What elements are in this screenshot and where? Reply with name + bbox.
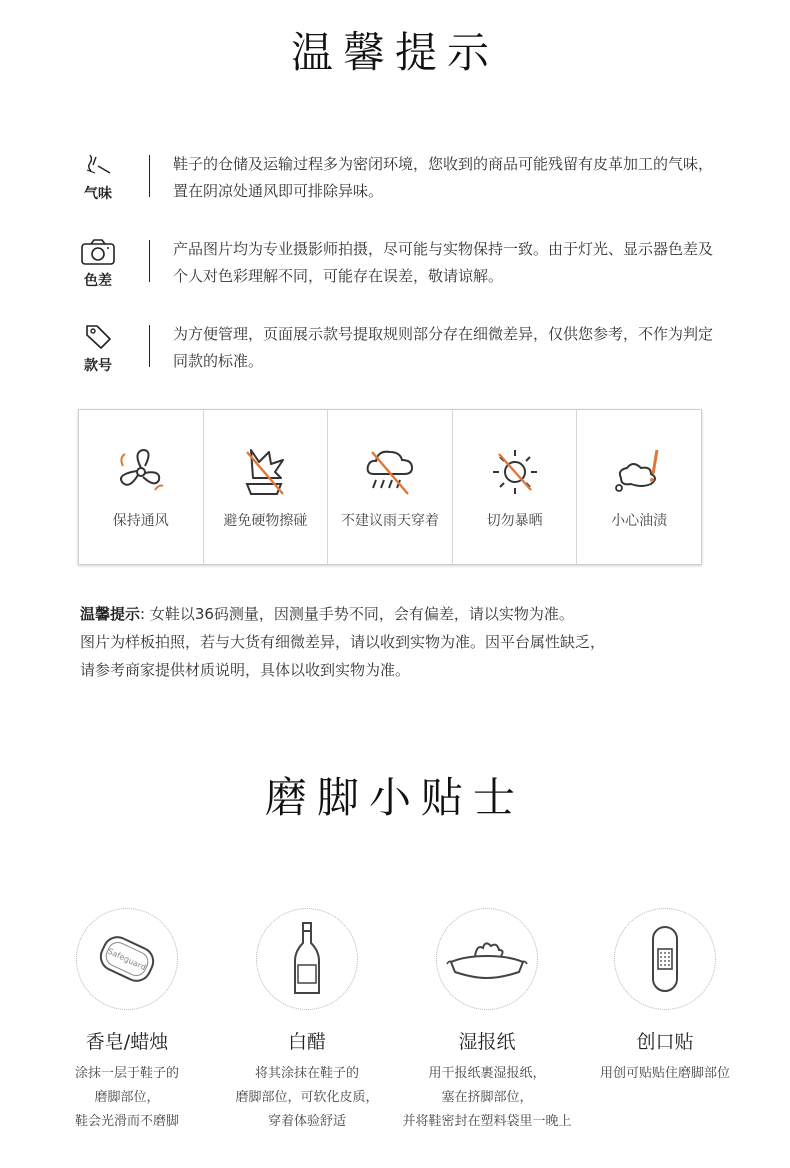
notice-odor xyxy=(78,153,718,223)
care-label: 保持通风 xyxy=(112,513,169,529)
divider xyxy=(149,240,150,282)
item-bandage xyxy=(575,908,755,1086)
care-cell-oil xyxy=(577,410,701,564)
care-cell-sun xyxy=(453,410,578,564)
item-circle xyxy=(76,908,178,1010)
care-cell-hard-object xyxy=(204,410,329,564)
care-label: 切勿暴晒 xyxy=(486,513,543,529)
notice-color xyxy=(78,238,718,308)
item-circle xyxy=(436,908,538,1010)
bandage-icon xyxy=(650,925,680,993)
item-circle xyxy=(256,908,358,1010)
odor-icon: 气味 xyxy=(78,153,118,203)
item-paper xyxy=(397,908,577,1134)
tip-line-2: 图片为样板拍照，若与大货有细微差异，请以收到实物为准。因平台属性缺乏， xyxy=(80,633,606,651)
notice-odor-text: 鞋子的仓储及运输过程多为密闭环境，您收到的商品可能残留有皮革加工的气味，置在阴凉处通风即可排除异味。 xyxy=(173,155,714,200)
item-desc: 将其涂抹在鞋子的 磨脚部位，可软化皮质， 穿着体验舒适 xyxy=(235,1066,379,1129)
care-cell-rain xyxy=(328,410,453,564)
stain-icon xyxy=(611,444,667,500)
notice-style-text: 为方便管理，页面展示款号提取规则部分存在细微差异，仅供您参考，不作为判定同款的标准。 xyxy=(173,325,714,370)
item-name: 香皂/蜡烛 xyxy=(85,1031,169,1053)
item-vinegar xyxy=(217,908,397,1134)
soap-brand-text: Safeguard xyxy=(106,946,148,973)
care-label: 避免硬物擦碰 xyxy=(223,513,308,529)
care-box xyxy=(78,409,702,565)
item-name: 湿报纸 xyxy=(458,1031,516,1053)
tip-lead: 温馨提示 xyxy=(80,605,141,623)
notice-style xyxy=(78,323,718,393)
wet-paper-icon xyxy=(445,938,529,980)
notice-title: 温馨提示 xyxy=(290,28,499,77)
item-desc: 涂抹一层于鞋子的 磨脚部位， 鞋会光滑而不磨脚 xyxy=(74,1066,179,1129)
care-label: 不建议雨天穿着 xyxy=(340,513,439,529)
divider xyxy=(149,155,150,197)
fan-icon xyxy=(113,444,169,500)
vinegar-bottle-icon xyxy=(292,921,322,997)
no-hard-object-icon xyxy=(237,444,293,500)
divider xyxy=(149,325,150,367)
camera-icon: 色差 xyxy=(78,238,118,290)
tip-paragraph xyxy=(80,600,730,684)
no-rain-icon xyxy=(362,444,418,500)
item-name: 创口贴 xyxy=(636,1031,694,1053)
notice-color-text: 产品图片均为专业摄影师拍摄，尽可能与实物保持一致。由于灯光、显示器色差及个人对色彩理解不同，可能存在误差，敬请谅解。 xyxy=(173,240,714,285)
soap-icon xyxy=(91,930,163,988)
tag-icon: 款号 xyxy=(78,323,118,375)
tips-title: 磨脚小贴士 xyxy=(264,773,525,822)
tip-line-1: 温馨提示: 女鞋以36码测量，因测量手势不同，会有偏差，请以实物为准。 xyxy=(80,605,574,623)
item-circle xyxy=(614,908,716,1010)
care-label: 小心油渍 xyxy=(611,513,668,529)
tip-line-3: 请参考商家提供材质说明，具体以收到实物为准。 xyxy=(80,661,411,679)
item-desc: 用干报纸裹湿报纸， 塞在挤脚部位， 并将鞋密封在塑料袋里一晚上 xyxy=(402,1066,572,1129)
item-name: 白醋 xyxy=(287,1031,326,1053)
care-cell-ventilate xyxy=(79,410,204,564)
no-sun-icon xyxy=(487,444,543,500)
item-soap xyxy=(37,908,217,1134)
item-desc: 用创可贴贴住磨脚部位 xyxy=(599,1066,730,1081)
